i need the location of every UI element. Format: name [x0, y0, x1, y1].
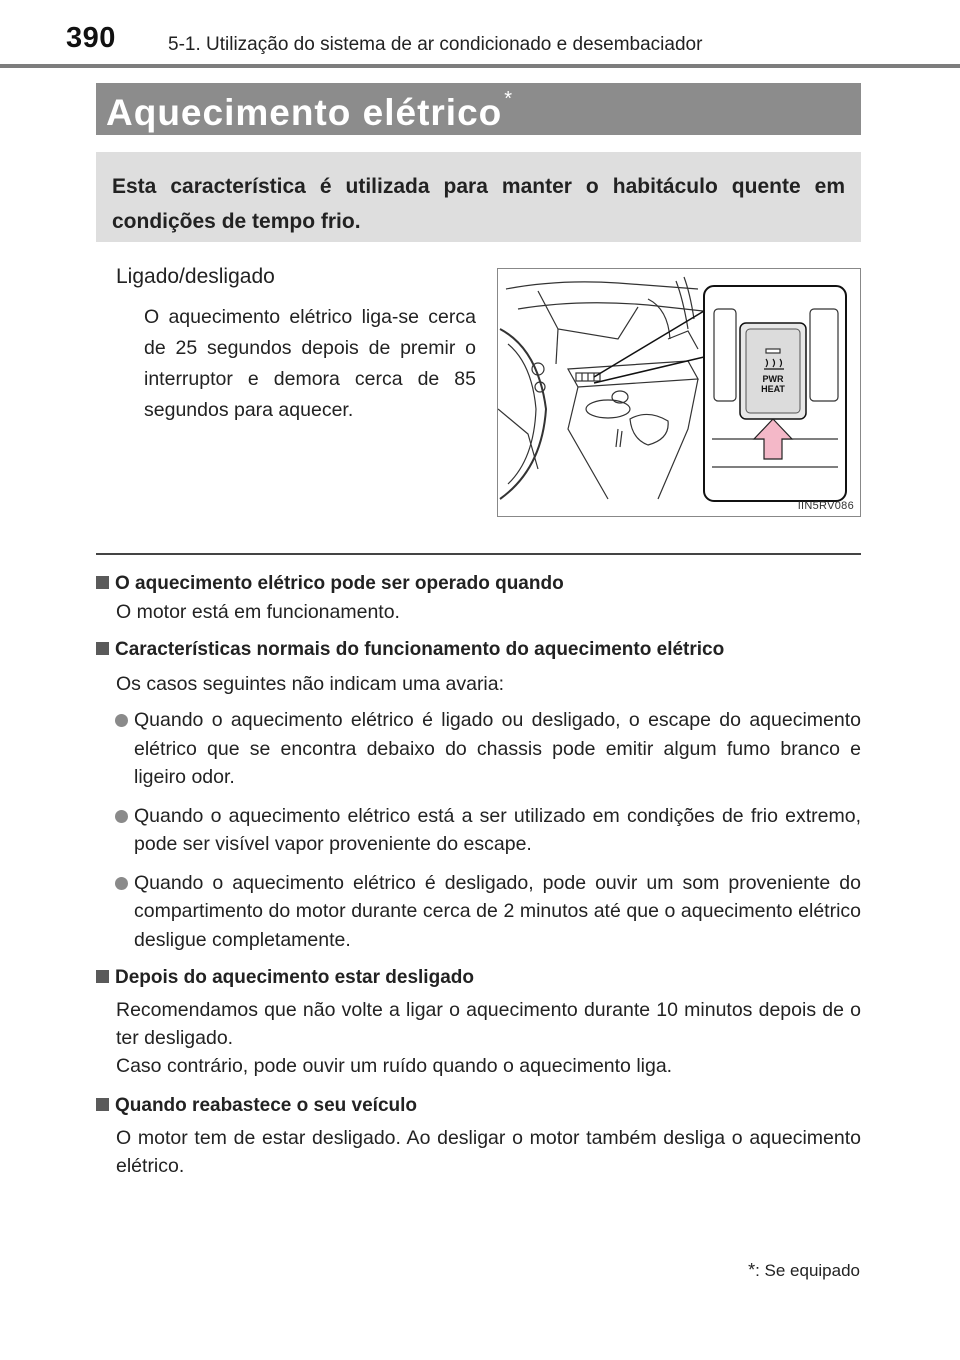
header-rule — [0, 64, 960, 68]
list-item — [96, 802, 861, 859]
note-text: Os casos seguintes não indicam uma avaria: — [116, 673, 505, 695]
title-bar — [96, 83, 861, 135]
note-1 — [96, 570, 861, 626]
list-item-text: Quando o aquecimento elétrico é desligado, pode ouvir um som proveniente do compartimento do motor durante cerca de 2 minutos até que o aquecimento elétrico desligue completamente. — [134, 871, 861, 951]
note-text-2: Caso contrário, pode ouvir um ruído quando o aquecimento liga. — [116, 1055, 673, 1077]
list-item — [96, 869, 861, 955]
square-bullet-icon — [96, 576, 109, 589]
note-text: O motor está em funcionamento. — [116, 601, 400, 623]
round-bullet-icon — [115, 877, 128, 890]
list-item-text: Quando o aquecimento elétrico está a ser utilizado em condições de frio extremo, pode ser visível vapor proveniente do escape. — [134, 804, 861, 855]
note-heading-text: O aquecimento elétrico pode ser operado quando — [115, 573, 564, 594]
content-rule — [96, 553, 861, 555]
note-heading-text: Características normais do funcionamento do aquecimento elétrico — [115, 639, 725, 660]
title-asterisk: * — [504, 88, 514, 110]
note-heading — [96, 1092, 861, 1120]
note-text: O motor tem de estar desligado. Ao desligar o motor também desliga o aquecimento elétrico. — [116, 1127, 861, 1177]
list-item-text: Quando o aquecimento elétrico é ligado ou desligado, o escape do aquecimento elétrico que se encontra debaixo do chassis pode emitir algum fumo branco e ligeiro odor. — [134, 709, 861, 788]
section-heading: Ligado/desligado — [116, 265, 275, 288]
round-bullet-icon — [115, 810, 128, 823]
note-heading — [96, 964, 861, 992]
dashboard-illustration — [497, 268, 861, 517]
note-heading-text: Depois do aquecimento estar desligado — [115, 967, 474, 988]
figure-code: IIN5RV086 — [797, 500, 854, 512]
footnote-asterisk: * — [748, 1260, 756, 1280]
note-text: Recomendamos que não volte a ligar o aquecimento durante 10 minutos depois de o ter desligado. — [116, 999, 861, 1049]
page-title — [106, 88, 513, 134]
list-item — [96, 706, 861, 792]
note-heading — [96, 636, 861, 664]
note-heading-text: Quando reabastece o seu veículo — [115, 1095, 417, 1116]
heat-label: HEAT — [761, 384, 785, 394]
square-bullet-icon — [96, 1098, 109, 1111]
note-heading — [96, 570, 861, 598]
note-4 — [96, 1092, 861, 1180]
intro-box: Esta característica é utilizada para manter o habitáculo quente em condições de tempo frio. — [96, 152, 861, 242]
square-bullet-icon — [96, 642, 109, 655]
footnote-text: : Se equipado — [755, 1261, 860, 1280]
note-3 — [96, 964, 861, 1080]
pwr-label: PWR — [762, 374, 784, 384]
dashboard-drawing — [498, 269, 861, 517]
page-title-text: Aquecimento elétrico — [106, 92, 503, 133]
round-bullet-icon — [115, 714, 128, 727]
section-body: O aquecimento elétrico liga-se cerca de 25 segundos depois de premir o interruptor e demora cerca de 85 segundos para aquecer. — [144, 306, 476, 421]
note-2 — [96, 636, 861, 954]
footnote — [748, 1260, 860, 1281]
chapter-title: 5-1. Utilização do sistema de ar condicionado e desembaciador — [168, 34, 703, 55]
notes-section — [96, 570, 861, 1188]
square-bullet-icon — [96, 970, 109, 983]
page-number: 390 — [66, 22, 116, 54]
